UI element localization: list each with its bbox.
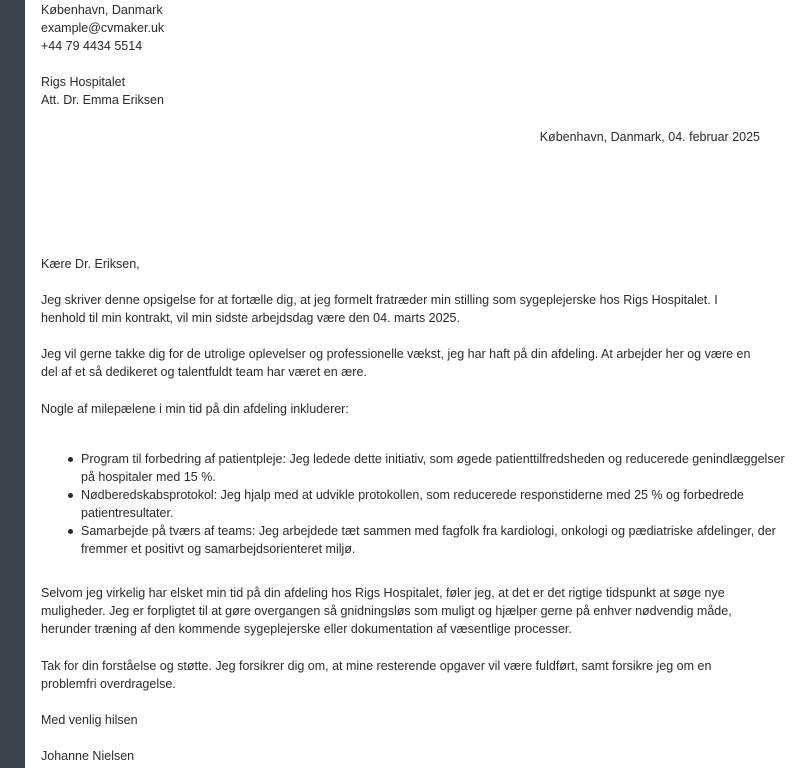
list-item: Program til forbedring af patientpleje: Jeg ledede dette initiativ, som øgede patienttilfredsheden og reducerede genindlæggelser på hospitaler med 15 %. bbox=[81, 450, 791, 486]
milestones-list bbox=[41, 450, 791, 558]
paragraph-milestones-intro: Nogle af milepælene i min tid på din afdeling inkluderer: bbox=[41, 402, 349, 416]
date-line: København, Danmark, 04. februar 2025 bbox=[539, 130, 760, 144]
paragraph-closing-remarks: Tak for din forståelse og støtte. Jeg forsikrer dig om, at mine resterende opgaver vil være fuldført, samt forsikre jeg om en problemfri overdragelse. bbox=[41, 659, 712, 691]
recipient-organization: Rigs Hospitalet bbox=[41, 75, 126, 89]
paragraph-thanks: Jeg vil gerne takke dig for de utrolige oplevelser og professionelle vækst, jeg har haft på din afdeling. At arbejder her og være en del af et så dedikeret og talentfuldt team har været en ære. bbox=[41, 347, 751, 379]
sender-email: example@cvmaker.uk bbox=[41, 21, 165, 35]
list-item: Nødberedskabsprotokol: Jeg hjalp med at udvikle protokollen, som reducerede responstiderne med 25 % og forbedrede patientresultater. bbox=[81, 486, 791, 522]
sender-phone: +44 79 4434 5514 bbox=[41, 39, 143, 53]
sender-block bbox=[41, 1, 164, 55]
signature-name: Johanne Nielsen bbox=[41, 749, 135, 763]
sender-address: København, Danmark bbox=[41, 3, 163, 17]
recipient-block bbox=[41, 73, 164, 109]
closing: Med venlig hilsen bbox=[41, 713, 138, 727]
greeting: Kære Dr. Eriksen, bbox=[41, 257, 140, 271]
recipient-attention: Att. Dr. Emma Eriksen bbox=[41, 93, 164, 107]
paragraph-resignation: Jeg skriver denne opsigelse for at fortælle dig, at jeg formelt fratræder min stilling som sygeplejerske hos Rigs Hospitalet. I henhold til min kontrakt, vil min sidste arbejdsdag være den 04. marts 2025. bbox=[41, 293, 718, 325]
paragraph-transition: Selvom jeg virkelig har elsket min tid på din afdeling hos Rigs Hospitalet, føler jeg, at det er det rigtige tidspunkt at søge nye muligheder. Jeg er forpligtet til at gøre overgangen så gnidningsløs som muligt og hjælper gerne på enhver nødvendig måde, herunder træning af den kommende sygeplejerske eller dokumentation af væsentlige processer. bbox=[41, 586, 732, 636]
left-sidebar bbox=[0, 0, 25, 768]
list-item: Samarbejde på tværs af teams: Jeg arbejdede tæt sammen med fagfolk fra kardiologi, onkologi og pædiatriske afdelinger, der fremmer et positivt og samarbejdsorienteret miljø. bbox=[81, 522, 791, 558]
